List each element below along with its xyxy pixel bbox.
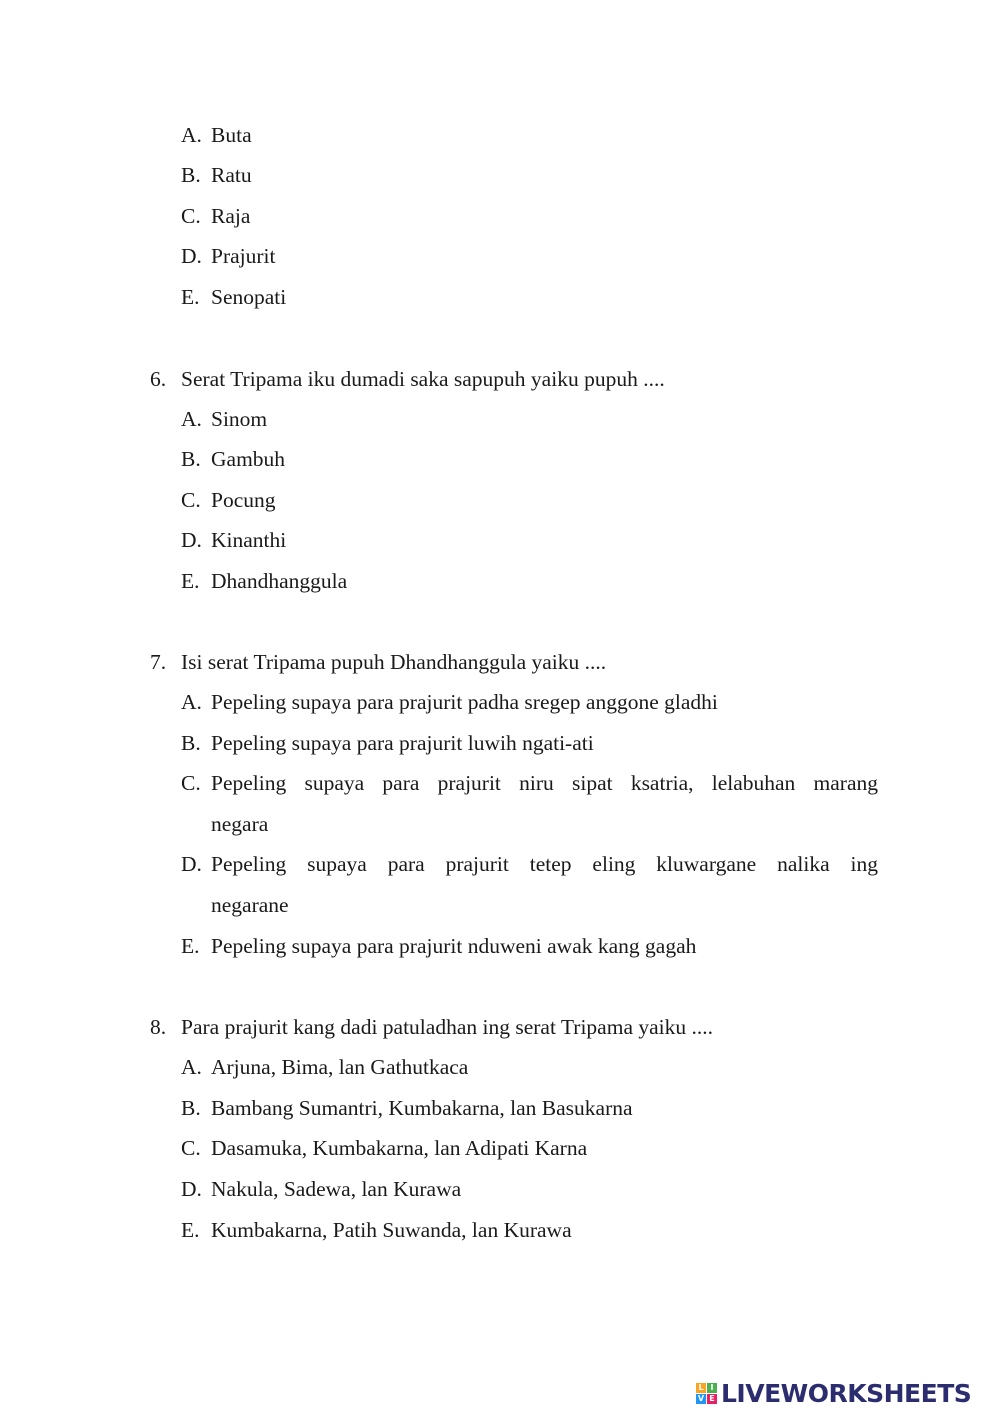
logo-text: LIVEWORKSHEETS <box>721 1378 972 1408</box>
question-number: 6. <box>150 367 167 391</box>
option-letter: C. <box>181 1136 201 1160</box>
option-letter: C. <box>181 771 201 795</box>
option-text: Bambang Sumantri, Kumbakarna, lan Basukarna <box>211 1096 633 1120</box>
option-text-continued: negara <box>211 812 269 836</box>
option-letter: E. <box>181 1218 200 1242</box>
option-letter: D. <box>181 852 202 876</box>
logo-mark-letter: V <box>697 1393 705 1403</box>
option-letter: D. <box>181 528 202 552</box>
liveworksheets-logo <box>696 1378 971 1408</box>
option-text: Raja <box>211 204 251 228</box>
option-letter: B. <box>181 163 201 187</box>
option-letter: D. <box>181 244 202 268</box>
option-text: Dasamuka, Kumbakarna, lan Adipati Karna <box>211 1136 588 1160</box>
option-text: Senopati <box>211 285 287 309</box>
logo-mark-letter: L <box>696 1383 706 1393</box>
option-text: Kinanthi <box>211 528 287 552</box>
question-text: Isi serat Tripama pupuh Dhandhanggula yaiku .... <box>181 650 607 674</box>
question-number: 8. <box>150 1015 167 1039</box>
logo-mark-icon <box>696 1383 717 1404</box>
option-letter: B. <box>181 731 201 755</box>
option-text: Pepeling supaya para prajurit padha sregep anggone gladhi <box>211 690 718 714</box>
question-text: Serat Tripama iku dumadi saka sapupuh yaiku pupuh .... <box>181 367 665 391</box>
option-text: Gambuh <box>211 447 286 471</box>
option-text: Prajurit <box>211 244 276 268</box>
logo-mark-letter: E <box>707 1394 717 1404</box>
question-number: 7. <box>150 650 167 674</box>
option-letter: E. <box>181 569 200 593</box>
option-letter: B. <box>181 447 201 471</box>
option-text: Ratu <box>211 163 252 187</box>
logo-mark-letter: I <box>707 1383 717 1393</box>
option-text: Buta <box>211 123 252 147</box>
option-letter: C. <box>181 204 201 228</box>
option-letter: C. <box>181 488 201 512</box>
option-text: Pocung <box>211 488 276 512</box>
option-text: Kumbakarna, Patih Suwanda, lan Kurawa <box>211 1218 572 1242</box>
option-text: Pepeling supaya para prajurit nduweni awak kang gagah <box>211 934 697 958</box>
option-text: Pepeling supaya para prajurit luwih ngati-ati <box>211 731 594 755</box>
option-text: Dhandhanggula <box>211 569 348 593</box>
option-text: Nakula, Sadewa, lan Kurawa <box>211 1177 462 1201</box>
option-text: Arjuna, Bima, lan Gathutkaca <box>211 1055 469 1079</box>
option-letter: D. <box>181 1177 202 1201</box>
question-text: Para prajurit kang dadi patuladhan ing serat Tripama yaiku .... <box>181 1015 713 1039</box>
option-text-continued: negarane <box>211 893 289 917</box>
option-text: Sinom <box>211 407 268 431</box>
option-letter: A. <box>181 1055 202 1079</box>
option-letter: E. <box>181 934 200 958</box>
option-letter: B. <box>181 1096 201 1120</box>
option-letter: A. <box>181 407 202 431</box>
option-text: Pepeling supaya para prajurit niru sipat ksatria, lelabuhan marang <box>211 771 878 795</box>
option-letter: A. <box>181 123 202 147</box>
option-letter: A. <box>181 690 202 714</box>
option-letter: E. <box>181 285 200 309</box>
option-text: Pepeling supaya para prajurit tetep eling kluwargane nalika ing <box>211 852 878 876</box>
